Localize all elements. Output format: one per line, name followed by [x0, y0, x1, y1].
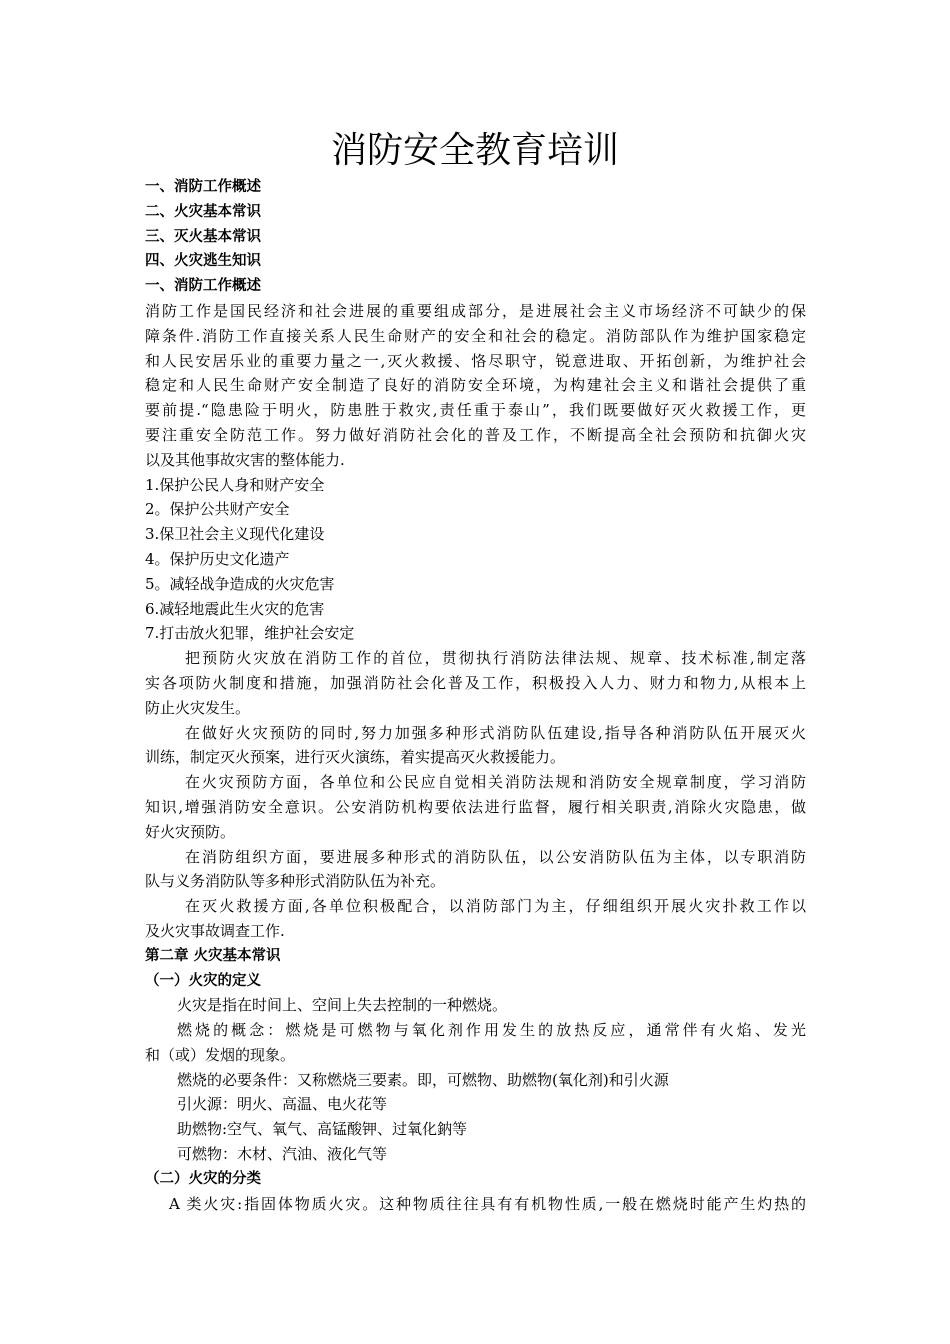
- toc-item: 三、灭火基本常识: [145, 228, 261, 245]
- toc-item: 一、消防工作概述: [145, 179, 261, 195]
- definition-line: 火灾是指在时间上、空间上失去控制的一种燃烧。: [177, 996, 508, 1015]
- paragraph-line: 实各项防火制度和措施，加强消防社会化普及工作，积极投入人力、财力和物力,从根本上: [145, 673, 806, 692]
- document-title: 消防安全教育培训: [330, 130, 619, 171]
- paragraph-line: 在做好火灾预防的同时,努力加强多种形式消防队伍建设,指导各种消防队伍开展灭火: [185, 723, 806, 742]
- paragraph-line: 在灭火救援方面,各单位积极配合，以消防部门为主，仔细组织开展火灾扑救工作以: [185, 897, 806, 916]
- paragraph-line: 以及其他事故灾害的整体能力.: [145, 450, 345, 469]
- paragraph-line: 障条件.消防工作直接关系人民生命财产的安全和社会的稳定。消防部队作为维护国家稳定: [145, 326, 806, 345]
- condition-line: 可燃物：木材、汽油、液化气等: [177, 1145, 388, 1164]
- condition-line: 助燃物:空气、氧气、高锰酸钾、过氧化鈉等: [177, 1120, 468, 1139]
- list-item: 7.打击放火犯罪，维护社会安定: [145, 624, 355, 643]
- paragraph-line: 把预防火灾放在消防工作的首位，贯彻执行消防法律法规、规章、技术标准,制定落: [185, 649, 806, 668]
- paragraph-line: 和（或）发烟的现象。: [145, 1045, 296, 1064]
- chapter-heading: 第二章 火灾基本常识: [145, 947, 281, 964]
- paragraph-line: 在消防组织方面，要进展多种形式的消防队伍，以公安消防队伍为主体，以专职消防: [185, 847, 806, 866]
- toc-item: 二、火灾基本常识: [145, 203, 261, 220]
- subsection-heading: （二）火灾的分类: [145, 1170, 261, 1187]
- paragraph-line: 队与义务消防队等多种形式消防队伍为补充。: [145, 872, 446, 891]
- paragraph-line: 消防工作是国民经济和社会进展的重要组成部分，是进展社会主义市场经济不可缺少的保: [145, 301, 806, 320]
- paragraph-line: 防止火灾发生。: [145, 698, 251, 717]
- paragraph-line: 和人民安居乐业的重要力量之一,灭火救援、恪尽职守，锐意进取、开拓创新，为维护社会: [145, 351, 806, 370]
- list-item: 2。保护公共财产安全: [145, 500, 290, 519]
- document-body: [145, 175, 806, 1216]
- condition-line: 引火源：明火、高温、电火花等: [177, 1095, 388, 1114]
- paragraph-line: A 类火灾:指固体物质火灾。这种物质往往具有有机物性质,一般在燃烧时能产生灼热的: [169, 1194, 806, 1213]
- list-item: 5。减轻战争造成的火灾危害: [145, 574, 335, 593]
- list-item: 4。保护历史文化遗产: [145, 549, 290, 568]
- section-heading: 一、消防工作概述: [145, 278, 261, 295]
- list-item: 3.保卫社会主义现代化建设: [145, 525, 325, 544]
- paragraph-line: 稳定和人民生命财产安全制造了良好的消防安全环境，为构建社会主义和谐社会提供了重: [145, 376, 806, 395]
- paragraph-line: 知识,增强消防安全意识。公安消防机构要依法进行监督，履行相关职责,消除火灾隐患，做: [145, 797, 806, 816]
- paragraph-line: 要前提.“隐患险于明火，防患胜于救灾,责任重于泰山”，我们既要做好灭火救援工作，更: [145, 401, 806, 420]
- condition-line: 燃烧的必要条件：又称燃烧三要素。即，可燃物、助燃物(氧化剂)和引火源: [177, 1070, 669, 1089]
- paragraph-line: 及火灾事故调查工作.: [145, 921, 285, 940]
- subsection-heading: （一）火灾的定义: [145, 972, 261, 989]
- paragraph-line: 要注重安全防范工作。努力做好消防社会化的普及工作，不断提高全社会预防和抗御火灾: [145, 425, 806, 444]
- list-item: 1.保护公民人身和财产安全: [145, 475, 325, 494]
- toc-item: 四、火灾逃生知识: [145, 253, 261, 270]
- paragraph-line: 燃烧的概念：燃烧是可燃物与氧化剂作用发生的放热反应，通常伴有火焰、发光: [177, 1021, 806, 1040]
- paragraph-line: 好火灾预防。: [145, 822, 236, 841]
- paragraph-line: 训练，制定灭火预案，进行灭火演练，着实提高灭火救援能力。: [145, 748, 566, 767]
- paragraph-line: 在火灾预防方面，各单位和公民应自觉相关消防法规和消防安全规章制度，学习消防: [185, 773, 806, 792]
- list-item: 6.减轻地震此生火灾的危害: [145, 599, 325, 618]
